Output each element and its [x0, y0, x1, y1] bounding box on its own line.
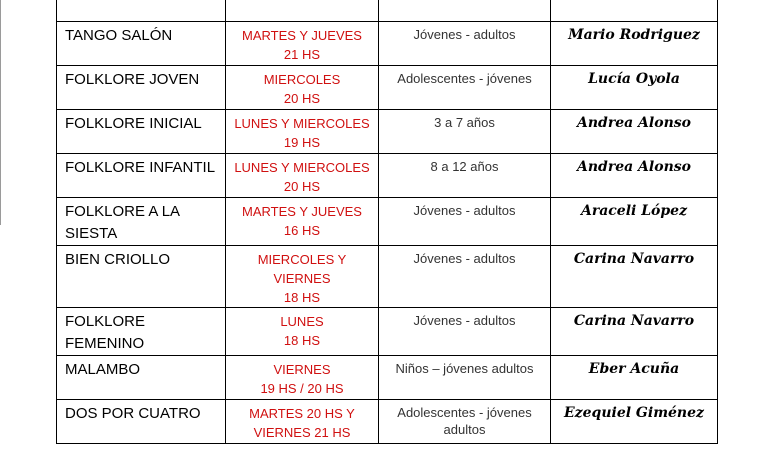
page-edge-line — [0, 0, 1, 225]
table-row — [57, 246, 718, 308]
table-row — [57, 154, 718, 198]
schedule-time: 19 HS — [283, 135, 321, 150]
class-name — [57, 0, 226, 22]
table-row — [57, 66, 718, 110]
schedule-days: MARTES Y JUEVES — [242, 204, 362, 219]
schedule-time: 16 HS — [283, 223, 321, 238]
schedule-days: MIERCOLES — [263, 72, 341, 87]
schedule-time: 21 HS — [283, 47, 321, 62]
class-schedule — [226, 66, 379, 110]
table-row — [57, 400, 718, 444]
age-group: Jóvenes - adultos — [379, 246, 551, 308]
age-group: Adolescentes - jóvenes — [379, 66, 551, 110]
teacher-name: Carina Navarro — [551, 308, 718, 356]
age-group — [379, 0, 551, 22]
age-group: Jóvenes - adultos — [379, 22, 551, 66]
schedule-days: VIERNES — [273, 362, 331, 377]
class-schedule — [226, 308, 379, 356]
schedule-time: 20 HS — [283, 91, 321, 106]
class-schedule-table — [56, 0, 718, 444]
schedule-time: 18 HS — [283, 290, 321, 305]
teacher-name: Ezequiel Giménez — [551, 400, 718, 444]
schedule-time: 19 HS / 20 HS — [260, 381, 344, 396]
schedule-time: VIERNES 21 HS — [253, 425, 351, 440]
class-name: FOLKLORE INFANTIL — [57, 154, 226, 198]
schedule-time: 18 HS — [283, 333, 321, 348]
schedule-days: MARTES Y JUEVES — [242, 28, 362, 43]
class-schedule — [226, 400, 379, 444]
teacher-name: Carina Navarro — [551, 246, 718, 308]
class-schedule — [226, 110, 379, 154]
class-schedule — [226, 154, 379, 198]
schedule-days: LUNES — [280, 314, 324, 329]
age-group: 8 a 12 años — [379, 154, 551, 198]
class-name: FOLKLORE INICIAL — [57, 110, 226, 154]
schedule-days: LUNES Y MIERCOLES — [234, 116, 370, 131]
age-group: Jóvenes - adultos — [379, 308, 551, 356]
teacher-name — [551, 0, 718, 22]
schedule-time — [231, 0, 373, 1]
class-name: FOLKLORE JOVEN — [57, 66, 226, 110]
teacher-name: Lucía Oyola — [551, 66, 718, 110]
table-row — [57, 356, 718, 400]
schedule-days: LUNES Y MIERCOLES — [234, 160, 370, 175]
class-schedule — [226, 356, 379, 400]
class-schedule — [226, 246, 379, 308]
class-name: FOLKLORE FEMENINO — [57, 308, 226, 356]
class-name: DOS POR CUATRO — [57, 400, 226, 444]
class-name: MALAMBO — [57, 356, 226, 400]
teacher-name: Eber Acuña — [551, 356, 718, 400]
class-schedule — [226, 0, 379, 22]
table-row — [57, 22, 718, 66]
class-name: TANGO SALÓN — [57, 22, 226, 66]
schedule-days: MIERCOLES Y VIERNES — [257, 252, 347, 286]
age-group: 3 a 7 años — [379, 110, 551, 154]
teacher-name: Mario Rodriguez — [551, 22, 718, 66]
table-row — [57, 0, 718, 22]
age-group: Niños – jóvenes adultos — [379, 356, 551, 400]
class-name: BIEN CRIOLLO — [57, 246, 226, 308]
class-schedule — [226, 22, 379, 66]
schedule-days: MARTES 20 HS Y — [249, 406, 355, 421]
table-row — [57, 110, 718, 154]
teacher-name: Andrea Alonso — [551, 154, 718, 198]
age-group: Jóvenes - adultos — [379, 198, 551, 246]
schedule-time: 20 HS — [283, 179, 321, 194]
table-row — [57, 198, 718, 246]
table-row — [57, 308, 718, 356]
teacher-name: Araceli López — [551, 198, 718, 246]
age-group: Adolescentes - jóvenes adultos — [379, 400, 551, 444]
class-name: FOLKLORE A LA SIESTA — [57, 198, 226, 246]
class-schedule — [226, 198, 379, 246]
teacher-name: Andrea Alonso — [551, 110, 718, 154]
